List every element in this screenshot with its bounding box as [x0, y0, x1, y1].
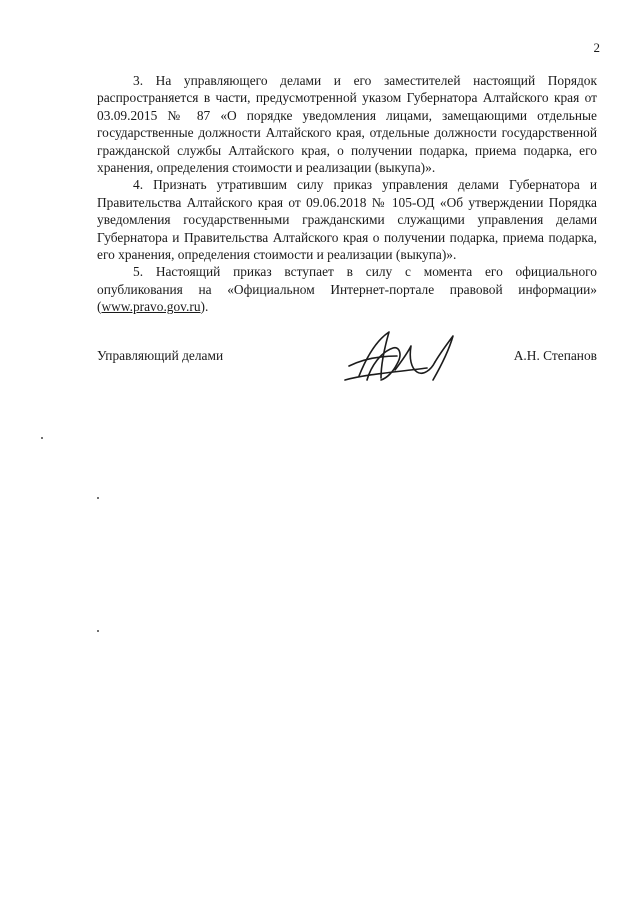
- paragraph-5-end: ).: [200, 299, 209, 315]
- paragraph-5: [97, 263, 597, 315]
- signatory-name: А.Н. Степанов: [513, 348, 597, 363]
- signature-block: [97, 338, 597, 398]
- paragraph-5-text: 5. Настоящий приказ вступает в силу с момента его официального опубликования на «Официальном Интернет-портале правовой информации» (: [97, 264, 597, 315]
- scan-speck: [97, 630, 99, 632]
- page-number: 2: [593, 40, 600, 55]
- scan-speck: [41, 437, 43, 439]
- handwritten-signature: [337, 326, 467, 388]
- scan-speck: [97, 497, 99, 499]
- pravo-link[interactable]: www.pravo.gov.ru: [101, 299, 201, 315]
- document-body: [97, 72, 597, 316]
- signatory-title: Управляющий делами: [97, 348, 224, 363]
- paragraph-3: 3. На управляющего делами и его заместителей настоящий Порядок распространяется в части, предусмотренной указом Губернатора Алтайского края от 03.09.2015 № 87 «О порядке уведомления лицами, замещающими отдельные государственные должности Алтайского края, отдельные должности государственной гражданской службы Алтайского края, о получении подарка, приема подарка, его хранения, определения стоимости и реализации (выкупа)».: [97, 73, 597, 176]
- paragraph-4: 4. Признать утратившим силу приказ управления делами Губернатора и Правительства Алтайского края от 09.06.2018 № 105-ОД «Об утверждении Порядка уведомления государственными гражданскими служащими управления делами Губернатора и Правительства Алтайского края о получении подарка, приема подарка, его хранения, определения стоимости и реализации (выкупа)».: [97, 177, 597, 263]
